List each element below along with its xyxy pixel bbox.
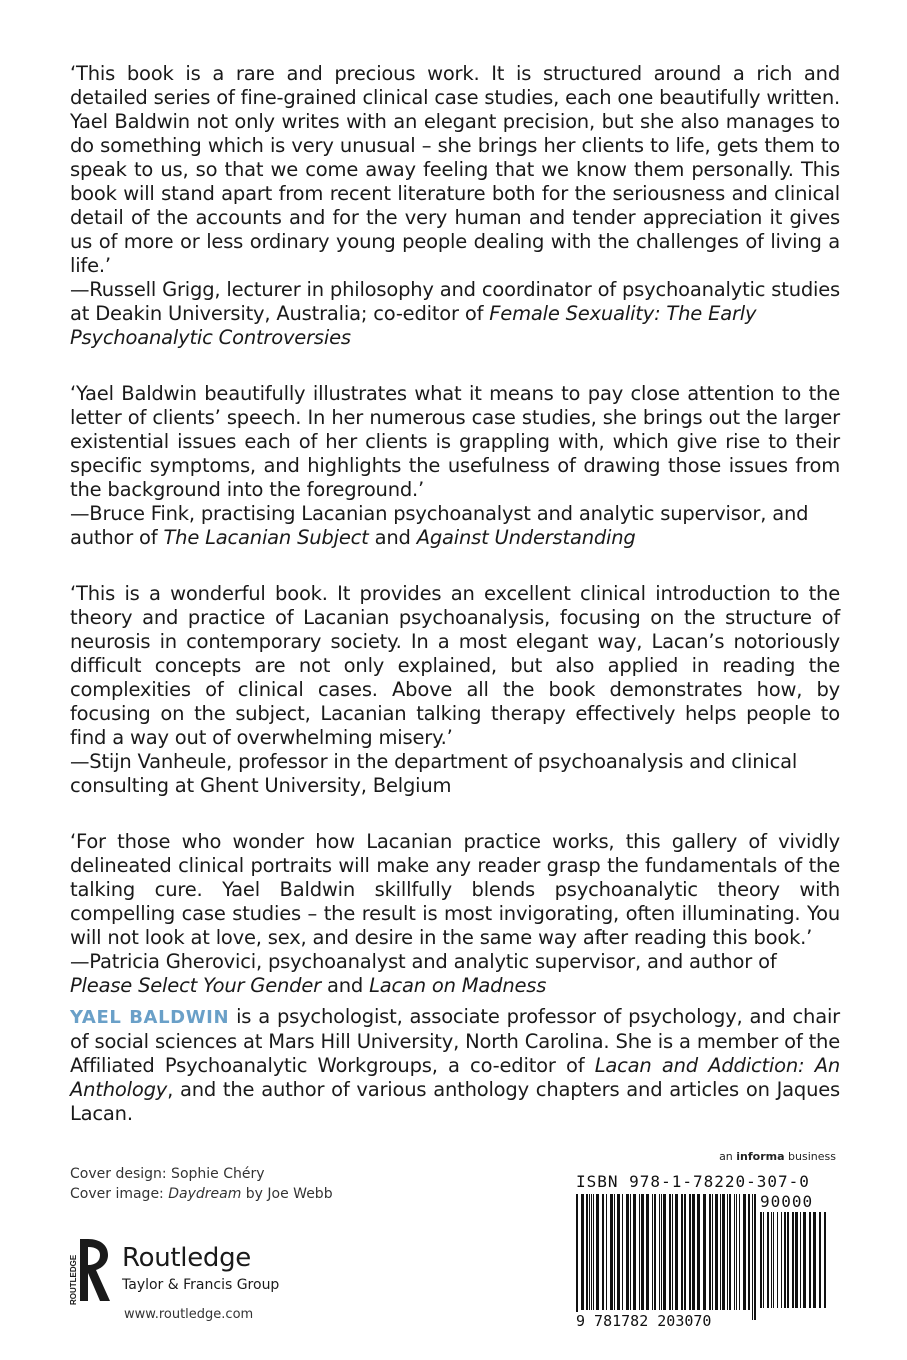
barcode-bar <box>715 1194 718 1310</box>
barcode-bar <box>576 1194 578 1320</box>
publisher-group: Taylor & Francis Group <box>122 1277 280 1293</box>
barcode-bar <box>669 1194 671 1310</box>
author-name: YAEL BALDWIN <box>70 1007 230 1028</box>
barcode-bar <box>813 1212 816 1308</box>
author-bio <box>70 1005 840 1126</box>
barcode-bar <box>614 1194 615 1310</box>
barcode-bar <box>654 1194 656 1310</box>
barcode-bar <box>617 1194 620 1310</box>
publisher-url: www.routledge.com <box>124 1307 254 1322</box>
cover-image-credit: Cover image: Daydream by Joe Webb <box>70 1186 333 1202</box>
barcode-bar <box>792 1212 794 1308</box>
book-title: Please Select Your Gender <box>70 974 321 997</box>
cover-credits <box>70 1164 333 1204</box>
isbn-label: ISBN 978-1-78220-307-0 <box>576 1172 810 1191</box>
endorsement-attribution: —Russell Grigg, lecturer in philosophy and coordinator of psychoanalytic studies at Deakin University, Australia; co-editor of Female Sexuality: The Early Psychoanalytic Controversies <box>70 278 840 349</box>
barcode-bar <box>795 1212 798 1308</box>
book-title: Female Sexuality: The Early Psychoanalytic Controversies <box>70 302 757 349</box>
barcode-bar <box>767 1212 769 1308</box>
barcode-bar <box>639 1194 640 1310</box>
barcode-bar <box>763 1212 764 1308</box>
barcode-bar <box>692 1194 695 1310</box>
publisher-name: Routledge <box>122 1243 252 1273</box>
barcode-bar <box>819 1212 821 1308</box>
barcode-bar <box>720 1194 721 1310</box>
barcode-bar <box>591 1194 592 1310</box>
endorsements <box>70 62 840 1030</box>
endorsement-attribution: —Patricia Gherovici, psychoanalyst and analytic supervisor, and author of Please Select Your Gender and Lacan on Madness <box>70 950 777 997</box>
barcode-bar <box>697 1194 700 1310</box>
barcode-bar <box>622 1194 623 1310</box>
barcode-bar <box>646 1194 649 1310</box>
barcode-bar <box>734 1194 735 1310</box>
barcode-bar <box>652 1194 653 1310</box>
cover-design-credit: Cover design: Sophie Chéry <box>70 1166 265 1182</box>
endorsement-quote: ‘For those who wonder how Lacanian practice works, this gallery of vividly delineated clinical portraits will make any reader grasp the fundamentals of the talking cure. Yael Baldwin skillfully blends psychoanalytic theory with compelling case studies – the result is most invigorating, often illuminating. You will not look at love, sex, and desire in the same way after reading this book.’ <box>70 830 840 949</box>
barcode-bar <box>727 1194 728 1310</box>
book-title: Lacan on Madness <box>369 974 547 997</box>
barcode-bar <box>712 1194 713 1310</box>
author-bio-text: YAEL BALDWIN is a psychologist, associate professor of psychology, and chair of social sciences at Mars Hill University, North Carolina. She is a member of the Affiliated Psychoanalytic Workgroups, a co-editor of Lacan and Addiction: An Anthology, and the author of various anthology chapters and articles on Jaques Lacan. <box>70 1005 841 1125</box>
book-title: Lacan and Addiction: An Anthology <box>70 1054 840 1101</box>
barcode-bar <box>641 1194 644 1310</box>
ean-digits: 9 781782 203070 <box>576 1312 712 1330</box>
barcode-bar <box>586 1194 588 1310</box>
barcode-bar <box>689 1194 691 1310</box>
barcode-bar <box>800 1212 801 1308</box>
barcode-bar <box>672 1194 673 1310</box>
barcode-bar <box>773 1212 774 1308</box>
barcode-bar <box>771 1212 772 1308</box>
barcode-bar <box>630 1194 631 1310</box>
barcode-bar <box>809 1212 811 1308</box>
barcode-bar <box>824 1212 826 1308</box>
barcode-bar <box>675 1194 678 1310</box>
barcode-bar <box>593 1194 594 1310</box>
endorsement-attribution: —Bruce Fink, practising Lacanian psychoanalyst and analytic supervisor, and author of The Lacanian Subject and Against Understanding <box>70 502 809 549</box>
endorsement-quote: ‘Yael Baldwin beautifully illustrates what it means to pay close attention to the letter of clients’ speech. In her numerous case studies, she brings out the larger existential issues each of her clients is grappling with, which give rise to their specific symptoms, and highlights the usefulness of drawing those issues from the background into the foreground.’ <box>70 382 840 501</box>
routledge-logo-text: ROUTLEDGE <box>69 1254 78 1305</box>
barcode-bar <box>633 1194 636 1310</box>
barcode-bar <box>610 1194 613 1310</box>
barcode-bar <box>781 1212 782 1308</box>
barcode-bar <box>602 1194 604 1310</box>
book-title: The Lacanian Subject <box>163 526 369 549</box>
barcode-bar <box>663 1194 666 1310</box>
barcode-bar <box>589 1194 590 1310</box>
barcode-bar <box>729 1194 731 1310</box>
book-title: Against Understanding <box>416 526 636 549</box>
endorsement-quote: ‘This is a wonderful book. It provides an excellent clinical introduction to the theory and practice of Lacanian psychoanalysis, focusing on the structure of neurosis in contemporary society. In a most elegant way, Lacan’s notoriously difficult concepts are not only explained, but also applied in reading the complexities of clinical cases. Above all the book demonstrates how, by focusing on the subject, Lacanian talking therapy effectively helps people to find a way out of overwhelming misery.’ <box>70 582 840 749</box>
barcode-bar <box>739 1194 740 1310</box>
price-code: 90000 <box>760 1192 814 1211</box>
isbn-barcode <box>566 1170 836 1335</box>
routledge-logo-icon <box>70 1237 114 1305</box>
barcode-bar <box>659 1194 660 1310</box>
barcode-bar <box>748 1194 750 1310</box>
barcode-bar <box>684 1194 686 1310</box>
barcode-bar <box>709 1194 711 1310</box>
barcode-bar <box>626 1194 629 1310</box>
barcode-bar <box>784 1212 786 1308</box>
barcode-bar <box>703 1194 706 1310</box>
barcode-bar <box>760 1212 762 1308</box>
barcode-bar <box>581 1194 584 1310</box>
barcode-bar <box>803 1212 806 1308</box>
endorsement-quote: ‘This book is a rare and precious work. It is structured around a rich and detailed series of fine-grained clinical case studies, each one beautifully written. Yael Baldwin not only writes with an elegant precision, but she also manages to do something which is very unusual – she brings her clients to life, gets them to speak to us, so that we come away feeling that we know them personally. This book will stand apart from recent literature both for the seriousness and clinical detail of the accounts and for the very human and tender appreciation it gives us of more or less ordinary young people dealing with the challenges of living a life.’ <box>70 62 840 277</box>
endorsement-3 <box>70 582 840 798</box>
endorsement-1 <box>70 62 840 350</box>
informa-tagline: an informa business <box>719 1150 836 1163</box>
barcode-bar <box>787 1212 789 1308</box>
barcode-bar <box>722 1194 725 1310</box>
barcode-bar <box>754 1194 756 1320</box>
endorsement-4 <box>70 830 840 998</box>
barcode-bar <box>661 1194 662 1310</box>
barcode-bar <box>743 1194 746 1310</box>
barcode-bar <box>777 1212 778 1308</box>
endorsement-attribution: —Stijn Vanheule, professor in the department of psychoanalysis and clinical consulting at Ghent University, Belgium <box>70 750 798 797</box>
barcode-bar <box>752 1194 753 1320</box>
barcode-bar <box>736 1194 737 1310</box>
barcode-bar <box>681 1194 683 1310</box>
ean-barcode-bars <box>576 1194 756 1320</box>
barcode-bar <box>596 1194 599 1310</box>
addon-barcode-bars <box>760 1212 826 1318</box>
barcode-bar <box>606 1194 607 1310</box>
endorsement-2 <box>70 382 840 550</box>
